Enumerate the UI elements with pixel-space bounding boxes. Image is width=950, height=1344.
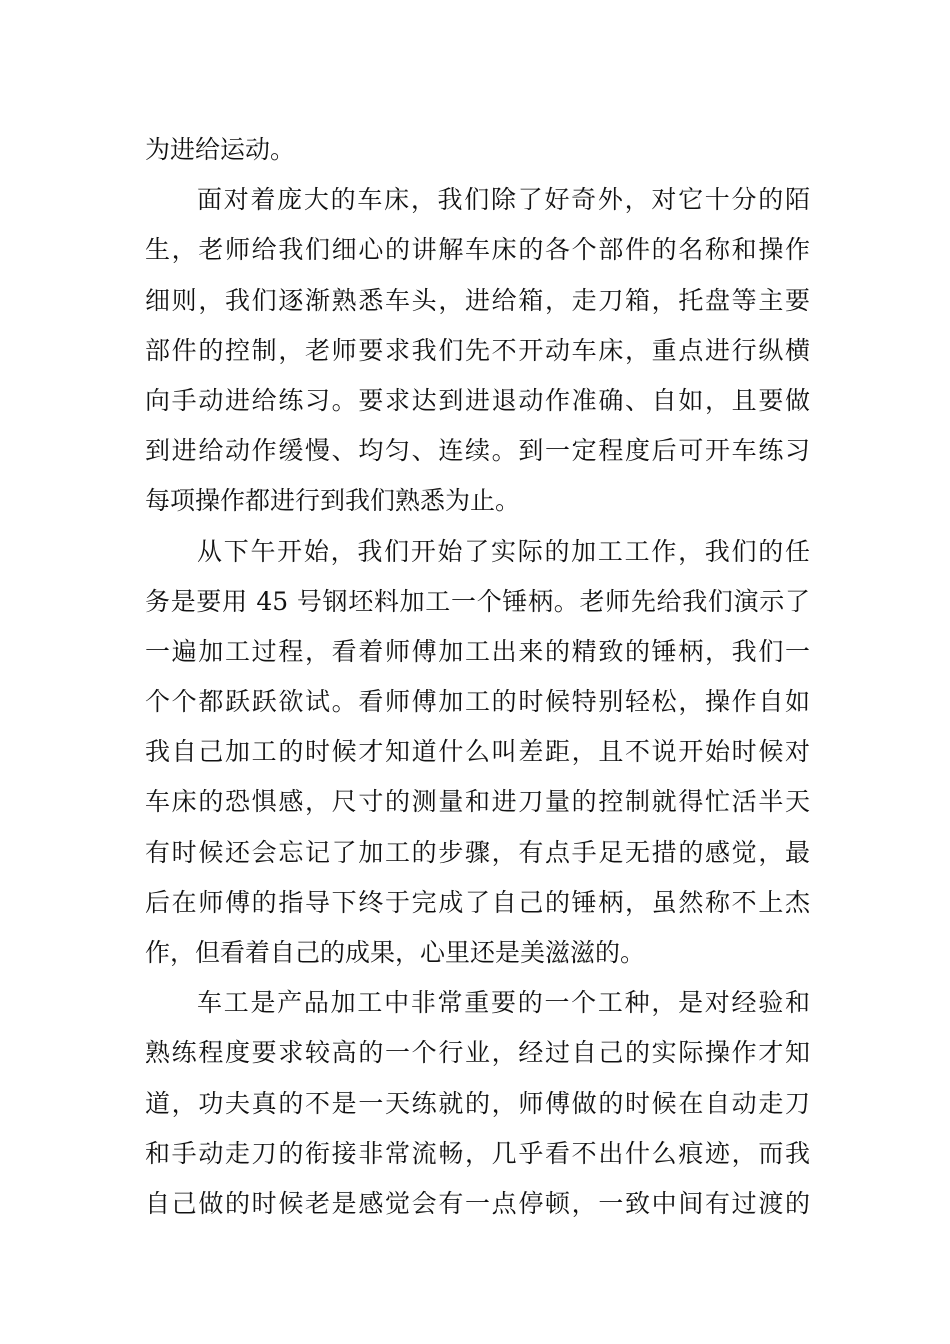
- text-line: 自己做的时候老是感觉会有一点停顿，一致中间有过渡的: [145, 1188, 810, 1218]
- text-line: 作，但看着自己的成果，心里还是美滋滋的。: [145, 938, 646, 967]
- text-line: 务是要用 45 号钢坯料加工一个锤柄。老师先给我们演示了: [145, 586, 810, 616]
- text-line: 有时候还会忘记了加工的步骤，有点手足无措的感觉，最: [145, 837, 810, 867]
- text-line: 到进给动作缓慢、均匀、连续。到一定程度后可开车练习: [145, 436, 810, 466]
- text-line: 熟练程度要求较高的一个行业，经过自己的实际操作才知: [145, 1038, 810, 1068]
- paragraph-2: [145, 175, 810, 526]
- text-line: 车床的恐惧感，尺寸的测量和进刀量的控制就得忙活半天: [145, 787, 810, 817]
- text-line: 为进给运动。: [145, 135, 296, 164]
- text-line: 道，功夫真的不是一天练就的，师傅做的时候在自动走刀: [145, 1088, 810, 1118]
- text-line: 生，老师给我们细心的讲解车床的各个部件的名称和操作: [145, 235, 810, 265]
- document-body: [145, 125, 810, 1229]
- text-line: 个个都跃跃欲试。看师傅加工的时候特别轻松，操作自如: [145, 687, 810, 717]
- text-line: 车工是产品加工中非常重要的一个工种，是对经验和: [197, 988, 810, 1018]
- text-line: 向手动进给练习。要求达到进退动作准确、自如，且要做: [145, 385, 810, 415]
- text-line: 每项操作都进行到我们熟悉为止。: [145, 486, 521, 516]
- text-line: 从下午开始，我们开始了实际的加工工作，我们的任: [197, 536, 810, 566]
- text-line: 面对着庞大的车床，我们除了好奇外，对它十分的陌: [197, 185, 810, 215]
- text-line: 细则，我们逐渐熟悉车头，进给箱，走刀箱，托盘等主要: [145, 285, 810, 315]
- paragraph-3: [145, 527, 810, 979]
- paragraph-4: [145, 978, 810, 1229]
- text-line: 一遍加工过程，看着师傅加工出来的精致的锤柄，我们一: [145, 636, 810, 666]
- text-line: 部件的控制，老师要求我们先不开动车床，重点进行纵横: [145, 335, 810, 365]
- text-line: 和手动走刀的衔接非常流畅，几乎看不出什么痕迹，而我: [145, 1138, 810, 1168]
- text-line: 后在师傅的指导下终于完成了自己的锤柄，虽然称不上杰: [145, 887, 810, 917]
- text-line: 我自己加工的时候才知道什么叫差距，且不说开始时候对: [145, 737, 810, 767]
- paragraph-1: [145, 125, 810, 175]
